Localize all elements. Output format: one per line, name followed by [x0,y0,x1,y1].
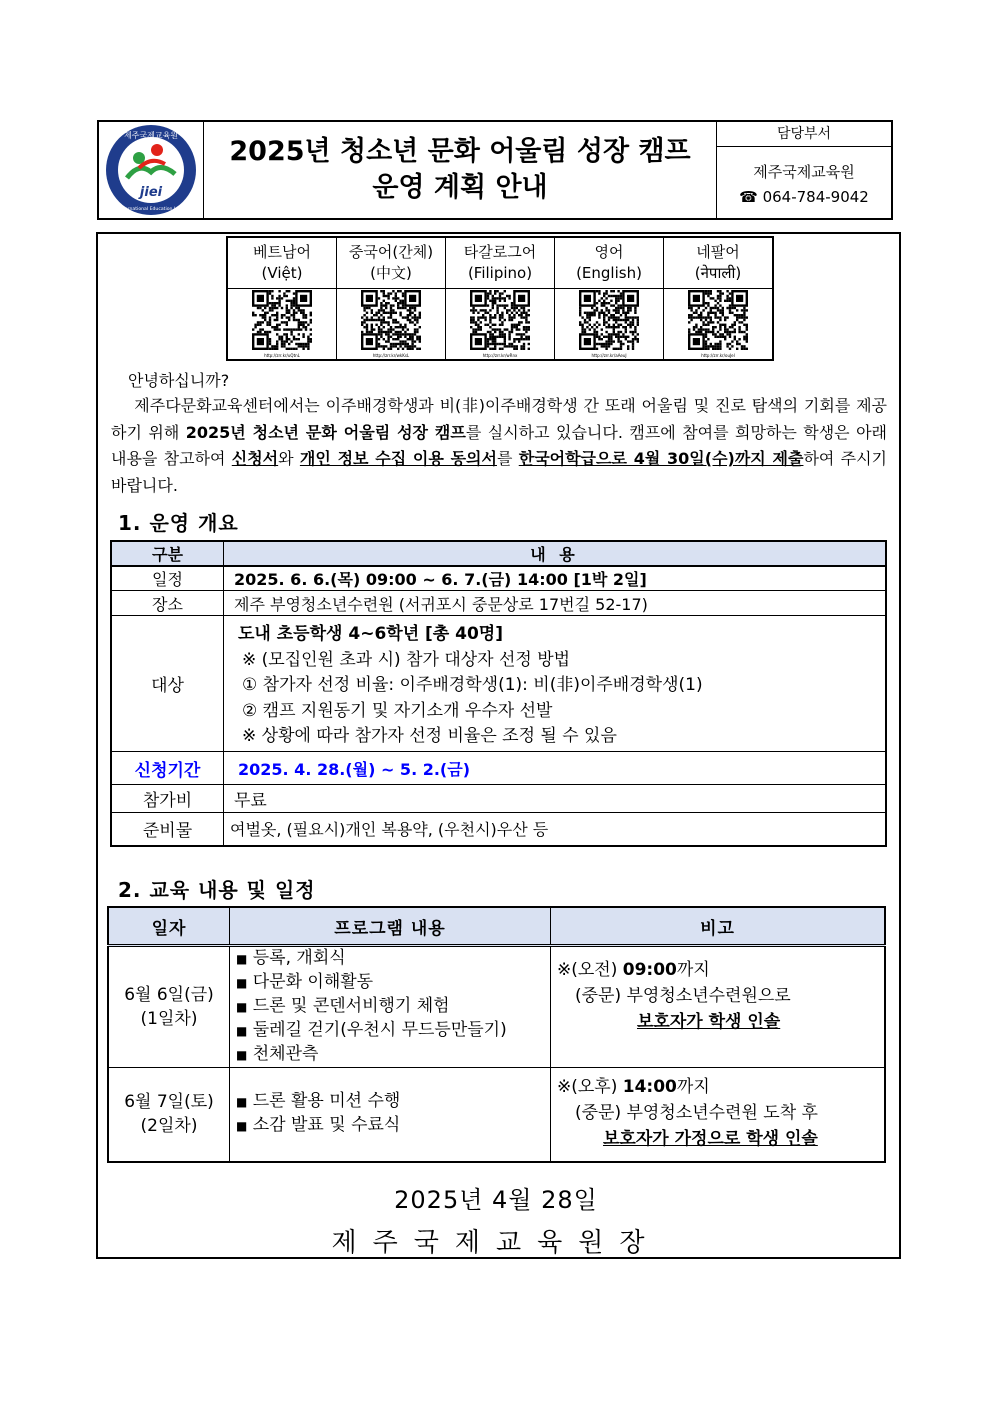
schedule-value: 2025. 6. 6.(목) 09:00 ~ 6. 7.(금) 14:00 [1박 2일] [224,566,887,591]
greeting: 안녕하십니까? [128,371,230,390]
department-phone: ☎ 064-784-9042 [739,188,869,206]
qr-code-icon[interactable] [579,290,639,350]
row-label: 준비물 [111,813,224,846]
list-item: ■ 드론 및 콘덴서비행기 체험 [236,996,450,1016]
day1-date-cell [108,946,230,1068]
department-label: 담당부서 [717,122,891,147]
jiei-logo [99,122,203,218]
qr-url: http://zrr.kr/aAeuJ [591,353,627,358]
day2-date: 6월 7일(토) [124,1092,214,1113]
signature: 제주국제교육원장 [331,1228,661,1258]
table-header: 프로그램 내용 [230,907,551,946]
logo-ring-text-top: 제주국제교육원 [123,131,179,140]
row-label: 장소 [111,591,224,616]
items-value: 여벌옷, (필요시)개인 복용약, (우천시)우산 등 [224,813,887,846]
logo-text: jiei [139,185,163,200]
period-value: 2025. 4. 28.(월) ~ 5. 2.(금) [224,752,887,785]
day2-label: (2일차) [140,1116,198,1137]
document-header [97,120,893,220]
language-qr-table [226,236,774,361]
section-title-overview: 1. 운영 개요 [118,511,239,535]
row-label: 일정 [111,566,224,591]
table-header: 구분 [111,541,224,566]
target-line: ① 참가자 선정 비율: 이주배경학생(1): 비(非)이주배경학생(1) [242,675,703,695]
page-title-line2: 운영 계획 안내 [372,172,548,203]
day1-programs [230,946,551,1068]
language-cell-chinese: 중국어(간체) (中文) [337,237,446,289]
table-header: 내 용 [224,541,887,566]
section-title-schedule: 2. 교육 내용 및 일정 [118,878,316,902]
list-item: ■ 소감 발표 및 수료식 [236,1115,401,1136]
language-cell-english: 영어 (English) [555,237,664,289]
row-label: 참가비 [111,785,224,813]
target-line: 도내 초등학생 4~6학년 [총 40명] [238,624,503,644]
list-item: ■ 다문화 이해활동 [236,972,374,992]
target-line: ② 캠프 지원동기 및 자기소개 우수자 선발 [242,700,553,721]
logo-ring-text-bottom: Jeju International Education Institute [108,207,194,212]
list-item: ■ 둘레길 걷기(우천시 무드등만들기) [236,1020,507,1040]
row-label-period: 신청기간 [111,752,224,785]
language-cell-nepali: 네팔어 (नेपाली) [664,237,774,289]
document-date: 2025년 4월 28일 [394,1186,598,1214]
target-line: ※ 상황에 따라 참가자 선정 비율은 조정 될 수 있음 [242,726,617,746]
list-item: ■ 등록, 개회식 [236,948,346,968]
language-cell-tagalog: 타갈로그어 (Filipino) [446,237,555,289]
list-item: ■ 드론 활용 미션 수행 [236,1091,401,1112]
intro-paragraph: 제주다문화교육센터에서는 이주배경학생과 비(非)이주배경학생 간 또래 어울림 및 진로 탐색의 기회를 제공하기 위해 2025년 청소년 문화 어울림 성장 캠프를 실시하고 있습니다. 캠프에 참여를 희망하는 학생은 아래 내용을 참고하여 신청서와 개인 정보 수집 이용 동의서를 한국어학급으로 4월 30일(수)까지 제출하여 주시기 바랍니다. [111,396,888,495]
target-line: ※ (모집인원 초과 시) 참가 대상자 선정 방법 [242,649,571,670]
list-item: ■ 천체관측 [236,1044,319,1064]
table-header: 비고 [551,907,886,946]
overview-table [110,540,887,847]
schedule-table [107,906,886,1163]
row-label: 대상 [111,616,224,752]
qr-code-icon[interactable] [470,290,530,350]
qr-code-icon[interactable] [688,290,748,350]
department-cell [717,122,891,218]
day2-programs [230,1068,551,1162]
day1-note: ※(오전) 09:00까지 (중문) 부영청소년수련원으로 보호자가 학생 인솔 [551,946,886,1068]
page-title-line1: 2025년 청소년 문화 어울림 성장 캠프 [229,136,691,167]
qr-url: http://zrr.kr/uQtnL [264,353,300,358]
qr-code-icon[interactable] [252,290,312,350]
language-cell-vietnamese: 베트남어 (Việt) [227,237,337,289]
day2-note: ※(오후) 14:00까지 (중문) 부영청소년수련원 도착 후 보호자가 가정으로 학생 인솔 [551,1068,886,1162]
day1-date: 6월 6일(금) [124,985,214,1005]
fee-value: 무료 [224,785,887,813]
logo-cell [99,122,204,218]
qr-url: http://zrr.kr/wRnx [482,353,518,358]
department-name: 제주국제교육원 [753,163,855,181]
title-cell [204,122,717,218]
day1-label: (1일차) [140,1009,198,1029]
day2-date-cell [108,1068,230,1162]
qr-url: http://zrr.kr/wkKsL [372,353,410,358]
table-header: 일자 [108,907,230,946]
place-value: 제주 부영청소년수련원 (서귀포시 중문상로 17번길 52-17) [224,591,887,616]
qr-code-icon[interactable] [361,290,421,350]
target-value [224,616,887,752]
qr-url: http://zrr.kr/ouJel [701,353,735,358]
